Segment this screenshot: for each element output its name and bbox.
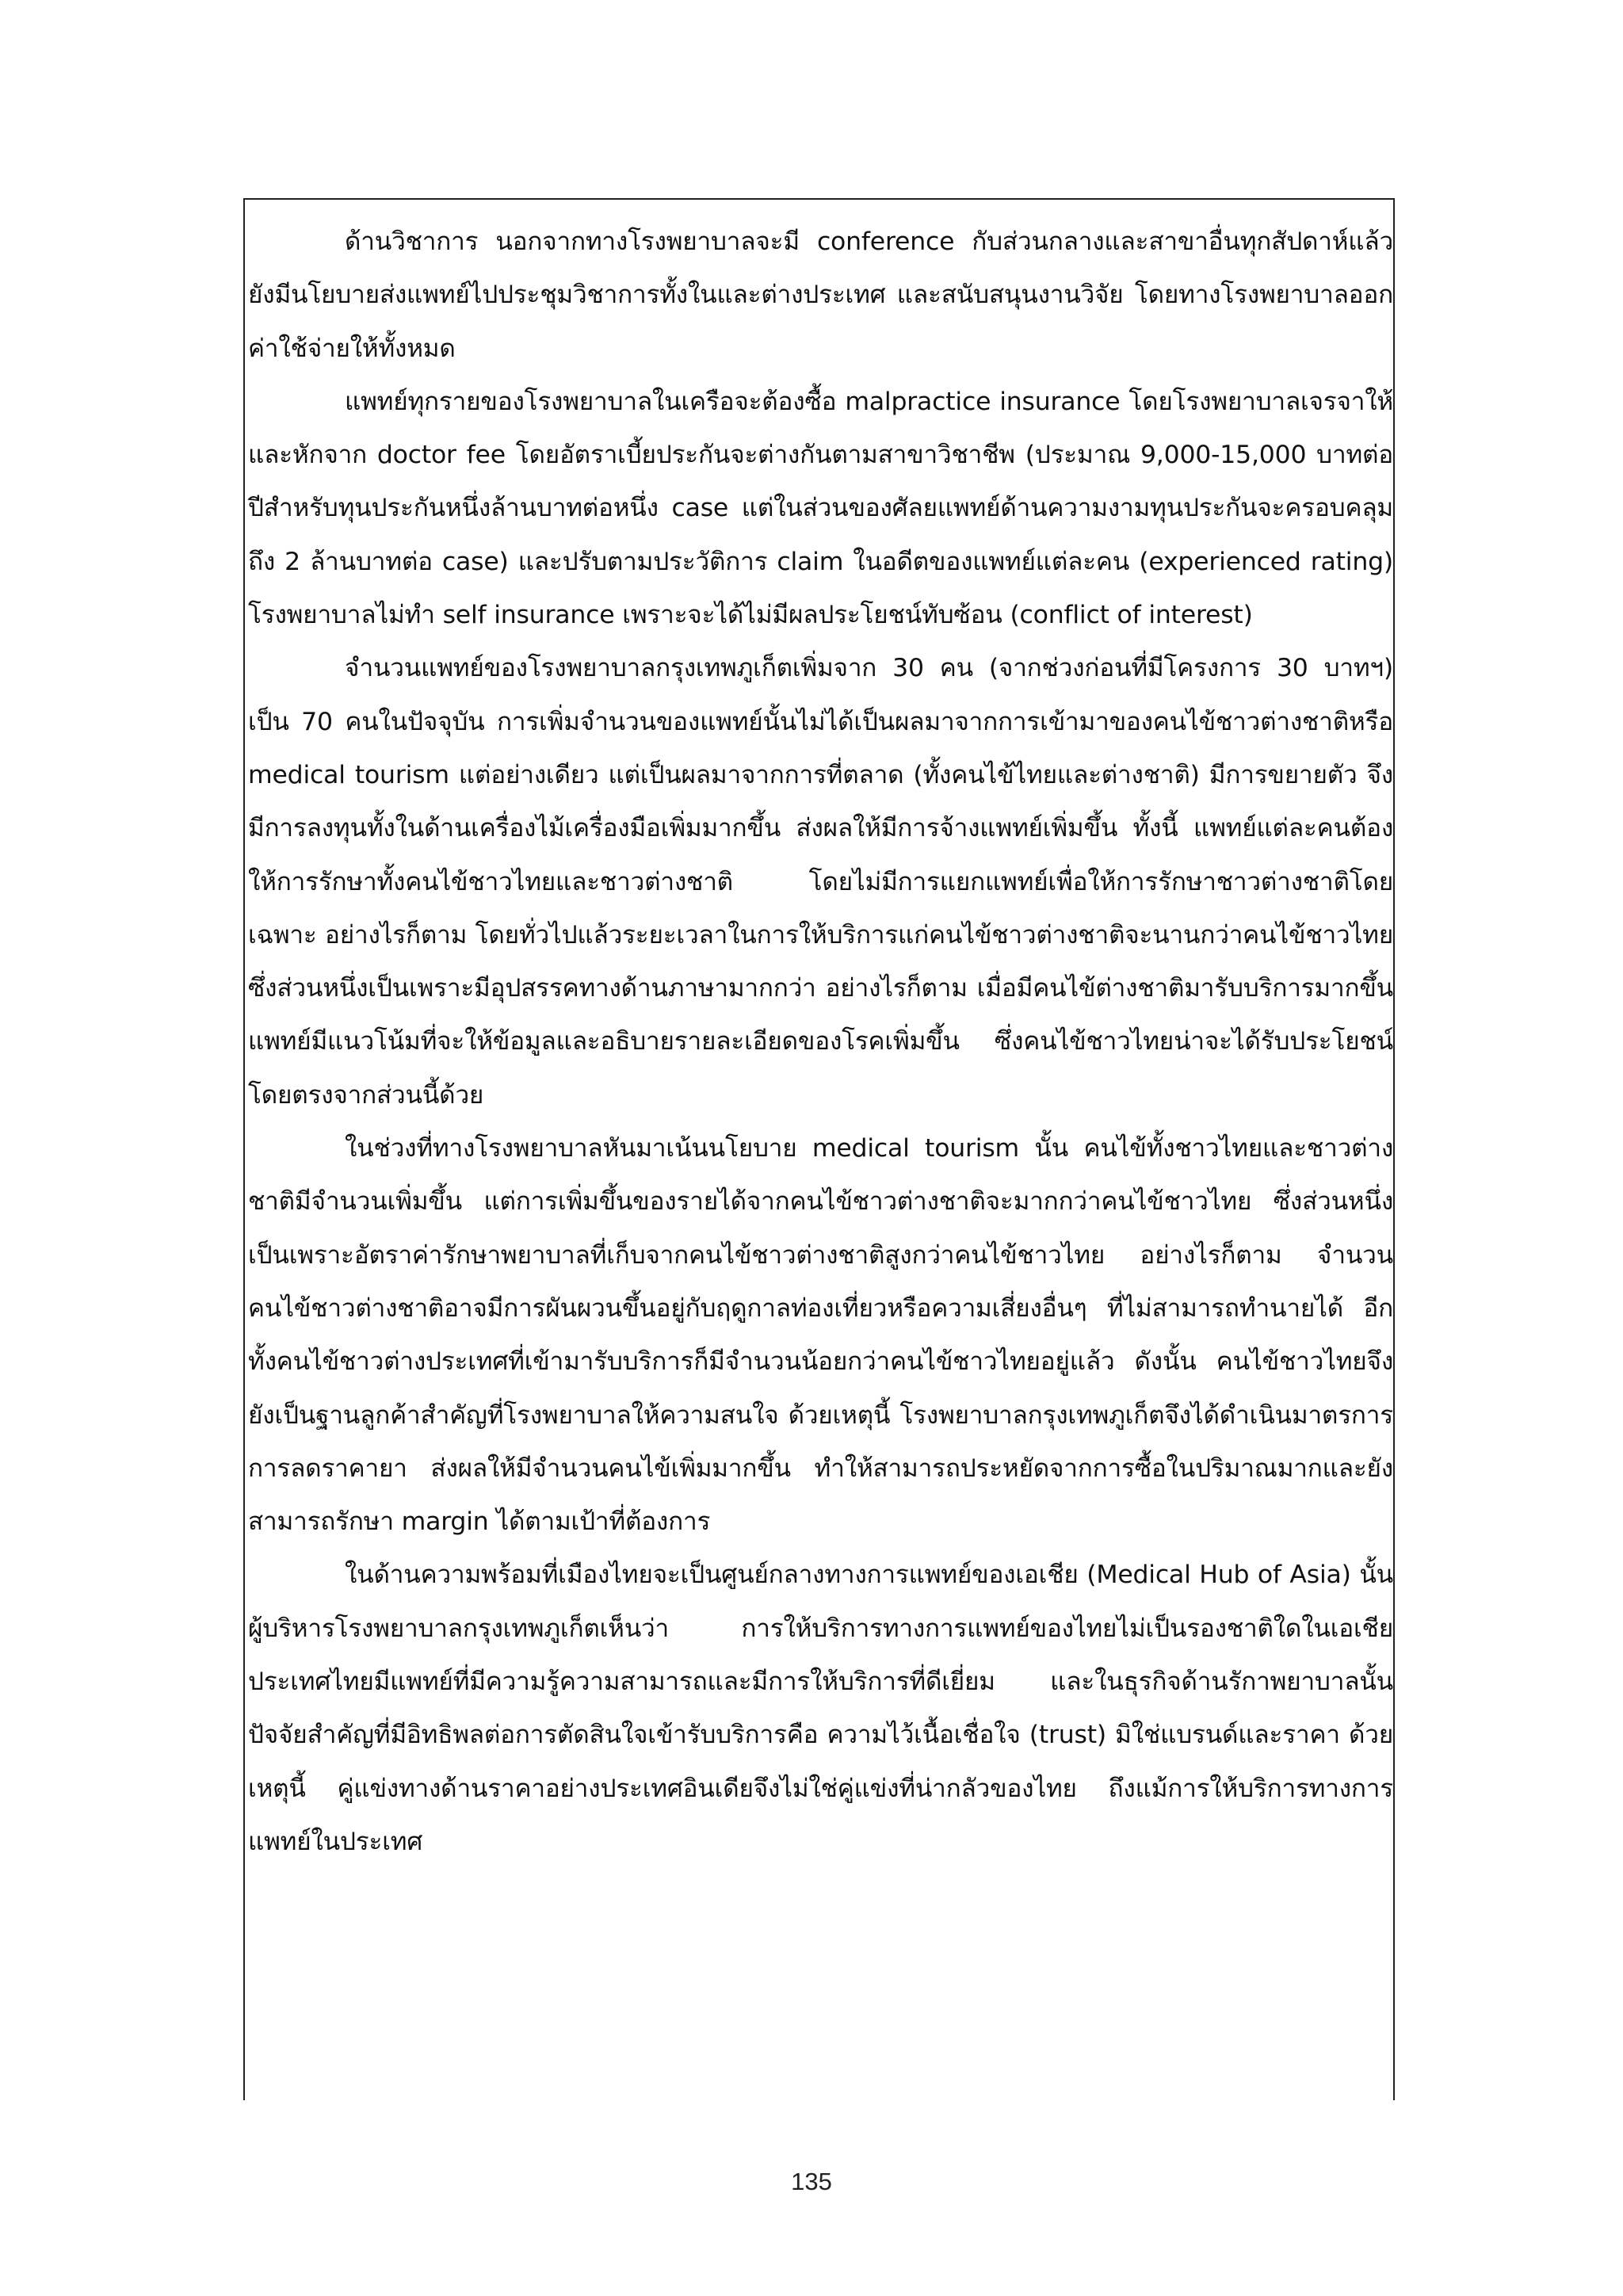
paragraph-medical-hub: ในด้านความพร้อมที่เมืองไทยจะเป็นศูนย์กลางทางการแพทย์ของเอเชีย (Medical Hub of Asia) นั้น ผู้บริหารโรงพยาบาลกรุงเทพภูเก็ตเห็นว่า การให้บริการทางการแพทย์ของไทยไม่เป็นรองชาติใดในเอเชีย ประเทศไทยมีแพทย์ที่มีความรู้ความสามารถและมีการให้บริการที่ดีเยี่ยม และในธุรกิจด้านรักาพยาบาลนั้น ปัจจัยสำคัญที่มีอิทธิพลต่อการตัดสินใจเข้ารับบริการคือ ความไว้เนื้อเชื่อใจ (trust) มิใช่แบรนด์และราคา ด้วยเหตุนี้ คู่แข่งทางด้านราคาอย่างประเทศอินเดียจึงไม่ใช่คู่แข่งที่น่ากลัวของไทย ถึงแม้การให้บริการทางการแพทย์ในประเทศ xyxy=(248,1561,1393,1856)
body-text xyxy=(245,216,1396,1869)
paragraph-malpractice-insurance: แพทย์ทุกรายของโรงพยาบาลในเครือจะต้องซื้อ malpractice insurance โดยโรงพยาบาลเจรจาให้ และหักจาก doctor fee โดยอัตราเบี้ยประกันจะต่างกันตามสาขาวิชาชีพ (ประมาณ 9,000-15,000 บาทต่อปีสำหรับทุนประกันหนึ่งล้านบาทต่อหนึ่ง case แต่ในส่วนของศัลยแพทย์ด้านความงามทุนประกันจะครอบคลุมถึง 2 ล้านบาทต่อ case) และปรับตามประวัติการ claim ในอดีตของแพทย์แต่ละคน (experienced rating) โรงพยาบาลไม่ทำ self insurance เพราะจะได้ไม่มีผลประโยชน์ทับซ้อน (conflict of interest) xyxy=(248,387,1393,630)
paragraph-doctor-count: จำนวนแพทย์ของโรงพยาบาลกรุงเทพภูเก็ตเพิ่มจาก 30 คน (จากช่วงก่อนที่มีโครงการ 30 บาทฯ) เป็น 70 คนในปัจจุบัน การเพิ่มจำนวนของแพทย์นั้นไม่ได้เป็นผลมาจากการเข้ามาของคนไข้ชาวต่างชาติหรือ medical tourism แต่อย่างเดียว แต่เป็นผลมาจากการที่ตลาด (ทั้งคนไข้ไทยและต่างชาติ) มีการขยายตัว จึงมีการลงทุนทั้งในด้านเครื่องไม้เครื่องมือเพิ่มมากขึ้น ส่งผลให้มีการจ้างแพทย์เพิ่มขึ้น ทั้งนี้ แพทย์แต่ละคนต้องให้การรักษาทั้งคนไข้ชาวไทยและชาวต่างชาติ โดยไม่มีการแยกแพทย์เพื่อให้การรักษาชาวต่างชาติโดยเฉพาะ อย่างไรก็ตาม โดยทั่วไปแล้วระยะเวลาในการให้บริการแก่คนไข้ชาวต่างชาติจะนานกว่าคนไข้ชาวไทย ซึ่งส่วนหนึ่งเป็นเพราะมีอุปสรรคทางด้านภาษามากกว่า อย่างไรก็ตาม เมื่อมีคนไข้ต่างชาติมารับบริการมากขึ้น แพทย์มีแนวโน้มที่จะให้ข้อมูลและอธิบายรายละเอียดของโรคเพิ่มขึ้น ซึ่งคนไข้ชาวไทยน่าจะได้รับประโยชน์โดยตรงจากส่วนนี้ด้วย xyxy=(248,654,1393,1110)
paragraph-academic: ด้านวิชาการ นอกจากทางโรงพยาบาลจะมี conference กับส่วนกลางและสาขาอื่นทุกสัปดาห์แล้ว ยังมีนโยบายส่งแพทย์ไปประชุมวิชาการทั้งในและต่างประเทศ และสนับสนุนงานวิจัย โดยทางโรงพยาบาลออกค่าใช้จ่ายให้ทั้งหมด xyxy=(248,227,1393,363)
content-frame xyxy=(243,198,1395,2100)
paragraph-medical-tourism: ในช่วงที่ทางโรงพยาบาลหันมาเน้นนโยบาย medical tourism นั้น คนไข้ทั้งชาวไทยและชาวต่างชาติมีจำนวนเพิ่มขึ้น แต่การเพิ่มขึ้นของรายได้จากคนไข้ชาวต่างชาติจะมากกว่าคนไข้ชาวไทย ซึ่งส่วนหนึ่งเป็นเพราะอัตราค่ารักษาพยาบาลที่เก็บจากคนไข้ชาวต่างชาติสูงกว่าคนไข้ชาวไทย อย่างไรก็ตาม จำนวนคนไข้ชาวต่างชาติอาจมีการผันผวนขึ้นอยู่กับฤดูกาลท่องเที่ยวหรือความเสี่ยงอื่นๆ ที่ไม่สามารถทำนายได้ อีกทั้งคนไข้ชาวต่างประเทศที่เข้ามารับบริการก็มีจำนวนน้อยกว่าคนไข้ชาวไทยอยู่แล้ว ดังนั้น คนไข้ชาวไทยจึงยังเป็นฐานลูกค้าสำคัญที่โรงพยาบาลให้ความสนใจ ด้วยเหตุนี้ โรงพยาบาลกรุงเทพภูเก็ตจึงได้ดำเนินมาตรการการลดราคายา ส่งผลให้มีจำนวนคนไข้เพิ่มมากขึ้น ทำให้สามารถประหยัดจากการซื้อในปริมาณมากและยังสามารถรักษา margin ได้ตามเป้าที่ต้องการ xyxy=(248,1134,1393,1537)
page-number: 135 xyxy=(791,2168,832,2195)
